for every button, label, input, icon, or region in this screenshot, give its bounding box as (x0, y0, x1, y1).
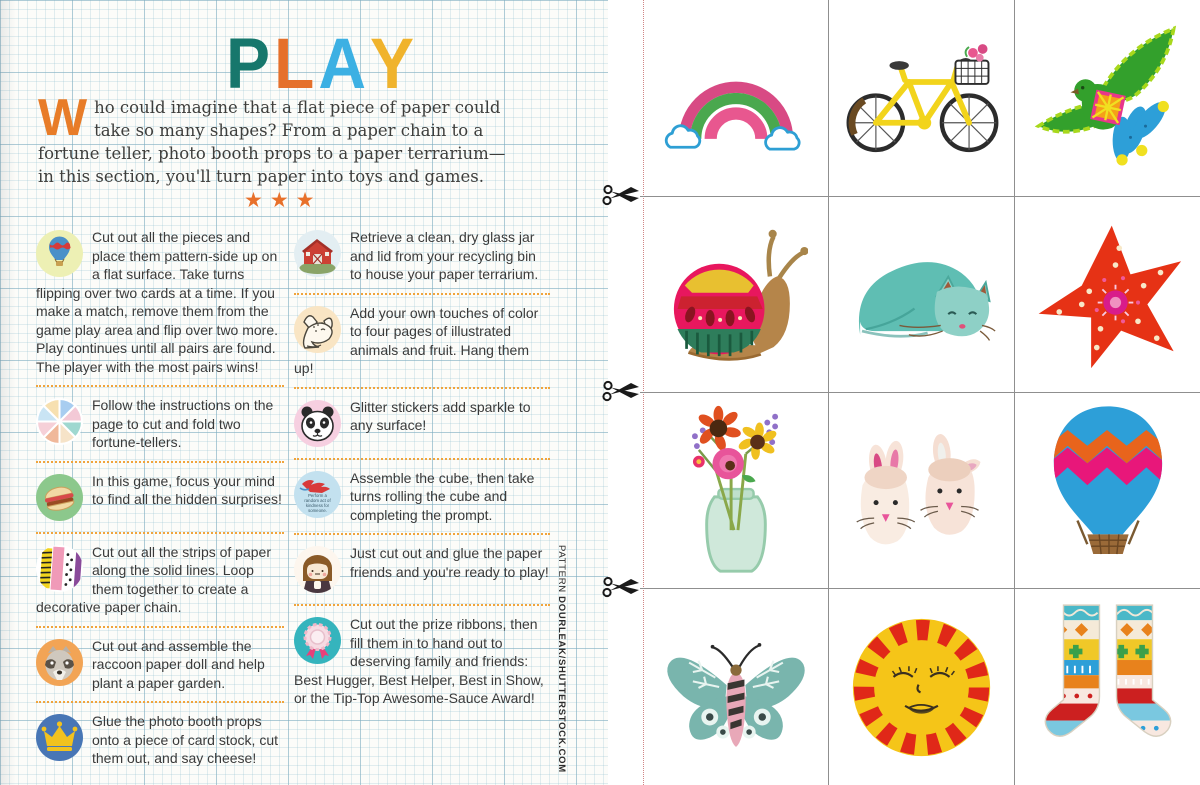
fortune-teller-icon (36, 398, 83, 445)
card-hot-air-balloon (1015, 393, 1200, 588)
instruction-item (36, 228, 284, 376)
socks-illustration (1037, 599, 1179, 775)
panda-icon (294, 400, 341, 447)
instruction-text: In this game, focus your mind to find all the hidden surprises! (92, 472, 282, 507)
instruction-item (36, 637, 284, 693)
paper-strips-icon (36, 545, 83, 592)
barn-icon (294, 230, 341, 277)
dotted-separator (36, 461, 284, 463)
instruction-item (294, 469, 550, 525)
starfish-illustration (1033, 220, 1183, 370)
dotted-separator (36, 626, 284, 628)
burger-icon (36, 474, 83, 521)
instruction-text: Cut out and assemble the raccoon paper doll and help plant a paper garden. (92, 637, 265, 691)
instruction-column-right (294, 228, 550, 708)
dotted-separator (294, 387, 550, 389)
instruction-text: Add your own touches of color to four pages of illustrated animals and fruit. Hang them up! (294, 304, 539, 376)
title-letter: Y (370, 23, 419, 103)
scissors-icon (602, 575, 642, 599)
star-divider: ★★★ (244, 189, 322, 212)
butterfly-illustration (661, 617, 811, 757)
dotted-separator (294, 293, 550, 295)
hot-air-balloon-icon (36, 230, 83, 277)
instruction-item (294, 304, 550, 378)
card-rainbow (643, 0, 828, 196)
dotted-separator (36, 532, 284, 534)
instruction-item (294, 615, 550, 708)
instruction-item (36, 472, 284, 523)
instruction-column-left (36, 228, 284, 768)
instruction-text: Just cut out and glue the paper friends and you're ready to play! (350, 545, 549, 580)
instruction-item (294, 398, 550, 449)
instruction-item (36, 712, 284, 768)
kindness-cube-icon (294, 471, 341, 518)
card-sun (829, 589, 1014, 785)
flower-bouquet-illustration (677, 403, 795, 579)
instruction-text: Cut out all the strips of paper along the solid lines. Loop them together to create a decorative paper chain. (36, 543, 271, 615)
intro-paragraph (38, 89, 516, 188)
card-cat (829, 197, 1014, 392)
dropcap-letter: W (38, 89, 88, 147)
card-socks (1015, 589, 1200, 785)
instruction-item (36, 543, 284, 617)
instruction-text: Glitter stickers add sparkle to any surface! (350, 398, 531, 433)
paper-doll-icon (294, 546, 341, 593)
page-edge-shade (0, 0, 16, 785)
cat-illustration (847, 237, 997, 352)
card-bunny-slippers (829, 393, 1014, 588)
scissors-icon (602, 379, 642, 403)
instruction-text: Retrieve a clean, dry glass jar and lid from your recycling bin to house your paper terrarium. (350, 229, 539, 282)
instruction-text: Cut out all the pieces and place them pattern-side up on a flat surface. Take turns flipping over two cards at a time. If you make a match, remove them from the game play area and flip over two more. Play continues until all pairs are found. The player with the most pairs wins! (36, 229, 279, 375)
svg-text:kindness for: kindness for (305, 502, 330, 508)
dotted-separator (294, 533, 550, 535)
pattern-credit-value: DOURLEAK/SHUTTERSTOCK.COM (556, 596, 567, 773)
instruction-text: Glue the photo booth props onto a piece of card stock, cut them out, and say cheese! (92, 713, 278, 766)
card-bird (1015, 0, 1200, 196)
bicycle-illustration (839, 37, 1004, 159)
pattern-credit-label: PATTERN (556, 545, 567, 597)
bunny-slippers-illustration (849, 427, 994, 555)
card-starfish (1015, 197, 1200, 392)
intro-text: ho could imagine that a flat piece of paper could take so many shapes? From a paper chain to a fortune teller, photo booth props to a paper terrarium—in this section, you'll turn paper into toys and games. (38, 98, 506, 186)
rainbow-illustration (661, 41, 811, 156)
bird-illustration (1033, 21, 1183, 176)
dotted-separator (294, 604, 550, 606)
fawn-icon (294, 306, 341, 353)
instruction-item (294, 544, 550, 595)
instruction-item (294, 228, 550, 284)
hot-air-balloon-illustration (1044, 402, 1172, 580)
title-letter: P (226, 23, 275, 103)
card-flower-bouquet (643, 393, 828, 588)
prize-ribbon-icon (294, 617, 341, 664)
instruction-item (36, 396, 284, 452)
scissors-icon (602, 183, 642, 207)
card-butterfly (643, 589, 828, 785)
svg-text:Perform a: Perform a (308, 492, 327, 498)
dotted-separator (36, 701, 284, 703)
dotted-separator (294, 458, 550, 460)
crown-icon (36, 714, 83, 761)
sun-illustration (849, 615, 994, 760)
svg-text:random act of: random act of (304, 497, 331, 503)
title-letter: L (274, 23, 319, 103)
dotted-separator (36, 385, 284, 387)
card-snail (643, 197, 828, 392)
snail-illustration (663, 220, 808, 370)
pattern-credit (556, 545, 567, 773)
card-bicycle (829, 0, 1014, 196)
raccoon-icon (36, 639, 83, 686)
instruction-text: Follow the instructions on the page to cut and fold two fortune-tellers. (92, 397, 274, 450)
svg-text:someone.: someone. (308, 507, 327, 513)
title-letter: A (318, 23, 371, 103)
page-title (226, 23, 419, 103)
instruction-text: Assemble the cube, then take turns rolling the cube and completing the prompt. (350, 469, 535, 523)
instruction-text: Cut out the prize ribbons, then fill them in to hand out to deserving family and friends: Best Hugger, Best Helper, Best in Show, or the Tip-Top Awesome-Sauce Award! (294, 616, 544, 706)
